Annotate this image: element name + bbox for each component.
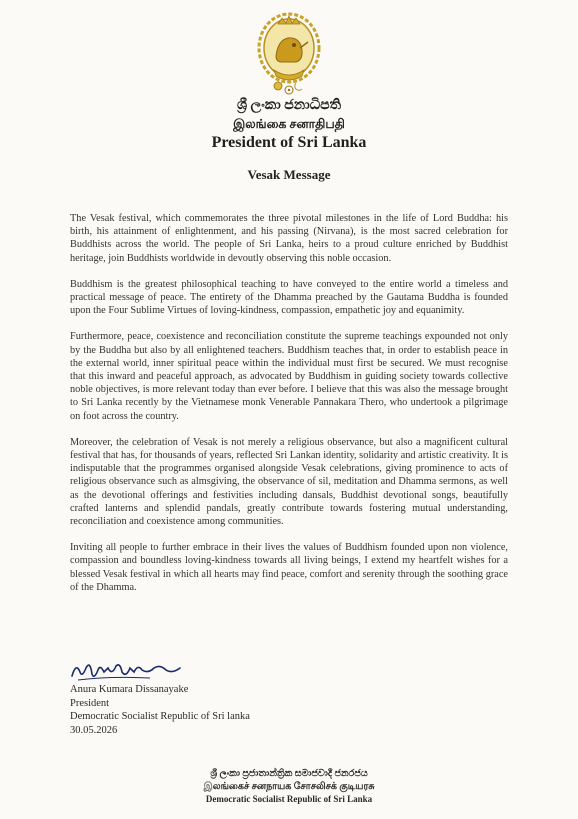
footer-english: Democratic Socialist Republic of Sri Lanka [205,794,373,804]
message-body [70,212,508,607]
signatory-organization: Democratic Socialist Republic of Sri lanka [70,711,250,722]
paragraph: Inviting all people to further embrace in their lives the values of Buddhism founded upon non violence, compassion and boundless loving-kindness towards all living beings, I extend my heartfelt wishes for a blessed Vesak festival in which all hearts may find peace, comfort and serenity through the soothing grace of the Dhamma. [70,542,508,593]
signature-block [70,683,250,737]
national-emblem-icon [256,10,322,96]
paragraph: Buddhism is the greatest philosophical teaching to have conveyed to the entire world a timeless and practical message of peace. The entirety of the Dhamma preached by the Gautama Buddha is founded upon the Four Sublime Virtues of loving-kindness, compassion, empathetic joy and equanimity. [70,278,508,317]
document-date: 30.05.2026 [70,724,118,736]
document-title: Vesak Message [247,167,331,182]
paragraph: Furthermore, peace, coexistence and reconciliation constitute the supreme teachings expounded not only by the Buddha but also by all enlightened teachers. Buddhism teaches that, in order to establish peace in the external world, inner spiritual peace within the individual must first be secured. We must recognise that this inward and peaceful approach, as advocated by Buddhism in guiding society towards collective noble objectives, is more relevant today than ever before. I believe that this was also the message brought to Sri Lanka recently by the Vietnamese monk Venerable Pannakara Thero, who undertook a pilgrimage on foot across the country. [70,331,508,422]
paragraph: Moreover, the celebration of Vesak is not merely a religious observance, but also a magnificent cultural festival that has, for thousands of years, reflected Sri Lankan identity, solidarity and artistic creativity. It is indisputable that the programmes organised alongside Vesak celebrations, giving prominence to acts of religious observance such as almsgiving, the observance of sil, meditation and Dhamma sermons, as well as the devotional offerings and festivities including dansals, Buddhist devotional songs, beautifully crafted lanterns and splendid pandals, greatly contribute towards fostering mutual understanding, reconciliation and coexistence among communities. [70,436,508,528]
signatory-title: President [70,697,110,709]
header-tamil: இலங்கை சனாதிபதி [233,117,345,131]
header-english: President of Sri Lanka [211,134,367,151]
header-sinhala: ශ්‍රී ලංකා ජනාධිපති [237,98,341,113]
footer-sinhala: ශ්‍රී ලංකා ප්‍රජාතාන්ත්‍රික සමාජවාදී ජනරජය [210,769,368,779]
footer-tamil: இலங்கைச் சனநாயக சோசலிசக் குடியரசு [203,782,375,792]
handwritten-signature [70,658,190,684]
signatory-name: Anura Kumara Dissanayake [70,684,189,695]
paragraph: The Vesak festival, which commemorates the three pivotal milestones in the life of Lord Buddha: his birth, his attainment of enlightenment, and his passing (Nirvana), is the most sacred celebration for Buddhists across the world. The people of Sri Lanka, heirs to a proud culture enriched by Buddhist heritage, join Buddhists worldwide in devoutly observing this noble occasion. [70,213,508,264]
